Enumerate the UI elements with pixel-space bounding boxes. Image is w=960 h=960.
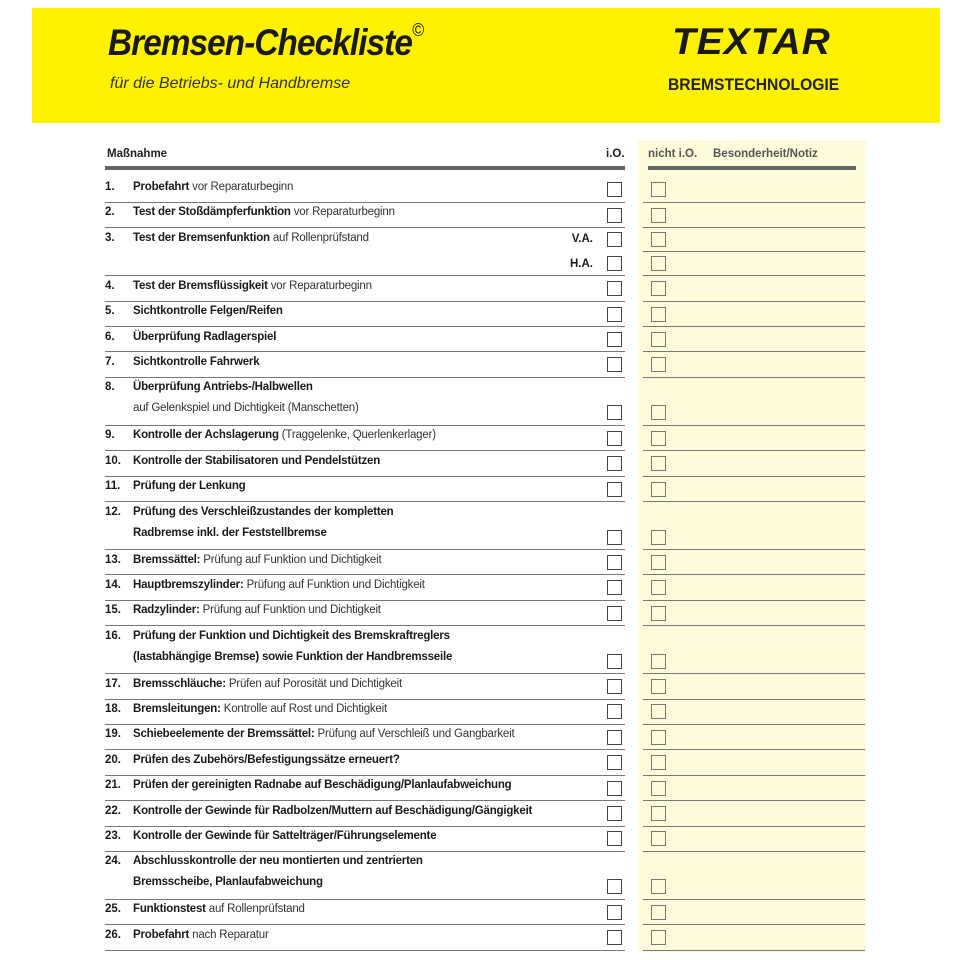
item-number: 1. <box>105 181 115 193</box>
ok-checkbox[interactable] <box>607 679 622 694</box>
item-normal-text: Prüfung auf Funktion und Dichtigkeit <box>200 553 382 566</box>
item-number: 4. <box>105 279 115 292</box>
item-normal-text: Prüfung auf Verschleiß und Gangbarkeit <box>314 728 515 741</box>
ok-checkbox[interactable] <box>607 431 622 446</box>
column-header-note: Besonderheit/Notiz <box>713 148 818 160</box>
column-header-measure: Maßnahme <box>107 148 168 160</box>
checklist-item <box>105 599 865 624</box>
checklist-item <box>105 549 865 574</box>
not-ok-checkbox[interactable] <box>651 431 666 446</box>
checklist-item <box>105 326 865 351</box>
ok-checkbox[interactable] <box>607 405 622 420</box>
item-number: 7. <box>105 355 115 368</box>
ok-checkbox[interactable] <box>607 831 622 846</box>
ok-checkbox[interactable] <box>607 332 622 347</box>
copyright-mark: © <box>411 20 424 40</box>
item-text <box>133 805 532 817</box>
item-number: 19. <box>105 728 121 741</box>
not-ok-checkbox[interactable] <box>651 730 666 745</box>
checklist-item <box>105 351 865 376</box>
item-text <box>133 929 269 941</box>
item-normal-text: nach Reparatur <box>189 928 269 941</box>
checklist-item <box>105 698 865 723</box>
not-ok-checkbox[interactable] <box>651 930 666 945</box>
checklist-item <box>105 625 865 673</box>
checklist-item <box>105 275 865 300</box>
item-number: 20. <box>105 753 121 766</box>
item-text <box>133 331 276 343</box>
item-text-line2: Radbremse inkl. der Feststellbremse <box>133 526 327 539</box>
checklist-item <box>105 450 865 475</box>
ok-checkbox[interactable] <box>607 307 622 322</box>
item-bold-text: Bremsschläuche: <box>133 677 226 690</box>
item-text <box>133 604 381 616</box>
checklist-item <box>105 825 865 850</box>
item-number: 16. <box>105 629 121 642</box>
item-number: 26. <box>105 928 121 941</box>
checklist-item <box>105 850 865 898</box>
item-bold-text: Radzylinder: <box>133 604 200 617</box>
not-ok-checkbox[interactable] <box>651 781 666 796</box>
not-ok-checkbox[interactable] <box>651 704 666 719</box>
ok-checkbox[interactable] <box>607 555 622 570</box>
item-text <box>133 855 423 867</box>
item-text <box>133 830 436 842</box>
item-bold-text: Sichtkontrolle Felgen/Reifen <box>133 305 283 318</box>
checklist-item <box>105 201 865 226</box>
item-text <box>133 728 514 740</box>
item-bold-text: Kontrolle der Stabilisatoren und Pendelstützen <box>133 454 381 467</box>
item-number: 6. <box>105 330 115 343</box>
checklist-item <box>105 176 865 201</box>
not-ok-checkbox[interactable] <box>651 806 666 821</box>
item-text <box>133 480 245 492</box>
checklist-item <box>105 924 865 949</box>
not-ok-checkbox[interactable] <box>651 606 666 621</box>
item-number: 3. <box>105 231 115 244</box>
ok-checkbox[interactable] <box>607 182 622 197</box>
column-header-not-ok: nicht i.O. <box>648 148 698 160</box>
checklist-item <box>105 673 865 698</box>
checklist-item <box>105 774 865 799</box>
item-text <box>133 455 380 467</box>
not-ok-checkbox[interactable] <box>651 332 666 347</box>
item-normal-text: (Traggelenke, Querlenkerlager) <box>278 429 436 442</box>
column-header-ok: i.O. <box>606 148 625 160</box>
ok-checkbox[interactable] <box>607 606 622 621</box>
item-bold-text: Prüfung der Lenkung <box>133 480 246 493</box>
item-text <box>133 206 395 218</box>
not-ok-checkbox[interactable] <box>651 232 666 247</box>
ok-checkbox[interactable] <box>607 580 622 595</box>
title-text: Bremsen-Checkliste <box>108 22 412 63</box>
item-normal-text: auf Rollenprüfstand <box>269 231 369 244</box>
checklist <box>105 176 865 949</box>
not-ok-checkbox[interactable] <box>651 405 666 420</box>
item-text-line2: auf Gelenkspiel und Dichtigkeit (Manschetten) <box>133 402 359 415</box>
item-normal-text: Prüfung auf Funktion und Dichtigkeit <box>243 578 425 591</box>
checklist-item <box>105 723 865 748</box>
not-ok-checkbox[interactable] <box>651 555 666 570</box>
ok-checkbox[interactable] <box>607 530 622 545</box>
ok-checkbox[interactable] <box>607 654 622 669</box>
item-bold-text: Sichtkontrolle Fahrwerk <box>133 355 260 368</box>
not-ok-checkbox[interactable] <box>651 357 666 372</box>
ok-checkbox[interactable] <box>607 256 622 271</box>
page-title <box>108 22 423 64</box>
item-text <box>133 579 425 591</box>
checklist-item <box>105 475 865 500</box>
not-ok-checkbox[interactable] <box>651 307 666 322</box>
item-text <box>133 181 293 193</box>
item-number: 17. <box>105 677 121 690</box>
item-number: 9. <box>105 429 115 442</box>
item-number: 8. <box>105 381 115 394</box>
item-bold-text: Bremsleitungen: <box>133 703 221 716</box>
item-normal-text: vor Reparaturbeginn <box>189 181 294 193</box>
ok-checkbox[interactable] <box>607 456 622 471</box>
item-text <box>133 381 313 393</box>
checklist-item <box>105 227 865 275</box>
item-normal-text: vor Reparaturbeginn <box>267 279 372 292</box>
item-number: 23. <box>105 830 121 843</box>
item-bold-text: Probefahrt <box>133 928 190 941</box>
ok-checkbox[interactable] <box>607 879 622 894</box>
header-banner <box>32 8 940 123</box>
brand-tagline: BREMSTECHNOLOGIE <box>668 75 840 94</box>
ok-checkbox[interactable] <box>607 755 622 770</box>
page-subtitle: für die Betriebs- und Handbremse <box>110 75 351 92</box>
item-number: 14. <box>105 578 121 591</box>
item-text <box>133 678 402 690</box>
not-ok-checkbox[interactable] <box>651 208 666 223</box>
item-number: 12. <box>105 505 121 518</box>
not-ok-checkbox[interactable] <box>651 831 666 846</box>
ok-checkbox[interactable] <box>607 806 622 821</box>
checklist-item <box>105 501 865 549</box>
not-ok-checkbox[interactable] <box>651 679 666 694</box>
item-bold-text: Prüfung der Funktion und Dichtigkeit des Bremskraftreglers <box>133 629 450 642</box>
item-bold-text: Prüfen der gereinigten Radnabe auf Beschädigung/Planlaufabweichung <box>133 779 512 792</box>
not-ok-checkbox[interactable] <box>651 182 666 197</box>
item-number: 25. <box>105 903 121 916</box>
note-line[interactable] <box>643 950 865 951</box>
ok-checkbox[interactable] <box>607 781 622 796</box>
item-bold-text: Kontrolle der Gewinde für Sattelträger/Führungselemente <box>133 830 437 843</box>
checklist-item <box>105 300 865 325</box>
item-text <box>133 703 387 715</box>
item-number: 10. <box>105 454 121 467</box>
item-bold-text: Hauptbremszylinder: <box>133 578 244 591</box>
item-text <box>133 280 372 292</box>
item-bold-text: Schiebeelemente der Bremssättel: <box>133 728 315 741</box>
item-normal-text: Prüfung auf Funktion und Dichtigkeit <box>199 604 381 617</box>
ok-checkbox[interactable] <box>607 208 622 223</box>
item-text-line2: (lastabhängige Bremse) sowie Funktion der Handbremsseile <box>133 650 453 663</box>
item-text <box>133 779 512 791</box>
item-number: 11. <box>105 480 121 493</box>
checklist-item <box>105 574 865 599</box>
item-text <box>133 232 369 244</box>
header-divider <box>105 166 625 170</box>
not-ok-checkbox[interactable] <box>651 482 666 497</box>
item-bold-text: Überprüfung Radlagerspiel <box>133 330 277 343</box>
front-axle-label: V.A. <box>571 232 593 245</box>
not-ok-checkbox[interactable] <box>651 580 666 595</box>
item-number: 2. <box>105 206 115 219</box>
ok-checkbox[interactable] <box>607 704 622 719</box>
item-number: 5. <box>105 305 115 318</box>
item-text <box>133 506 393 518</box>
note-line[interactable] <box>643 251 865 252</box>
ok-checkbox[interactable] <box>607 482 622 497</box>
ok-checkbox[interactable] <box>607 905 622 920</box>
item-text <box>133 554 381 566</box>
item-bold-text: Test der Bremsflüssigkeit <box>133 279 268 292</box>
checklist-item <box>105 898 865 923</box>
item-bold-text: Test der Bremsenfunktion <box>133 231 270 244</box>
item-number: 24. <box>105 855 121 868</box>
item-normal-text: Prüfen auf Porosität und Dichtigkeit <box>225 677 402 690</box>
item-text <box>133 356 259 368</box>
item-number: 13. <box>105 553 121 566</box>
checklist-item <box>105 800 865 825</box>
item-text <box>133 305 283 317</box>
not-ok-checkbox[interactable] <box>651 755 666 770</box>
item-text <box>133 429 436 441</box>
item-number: 21. <box>105 779 121 792</box>
item-bold-text: Abschlusskontrolle der neu montierten und zentrierten <box>133 855 423 868</box>
ok-checkbox[interactable] <box>607 930 622 945</box>
item-text <box>133 754 400 766</box>
item-text <box>133 630 450 642</box>
not-ok-checkbox[interactable] <box>651 256 666 271</box>
ok-checkbox[interactable] <box>607 232 622 247</box>
item-bold-text: Prüfung des Verschleißzustandes der kompletten <box>133 505 394 518</box>
item-text-line2: Bremsscheibe, Planlaufabweichung <box>133 876 323 889</box>
not-ok-checkbox[interactable] <box>651 530 666 545</box>
item-bold-text: Kontrolle der Gewinde für Radbolzen/Muttern auf Beschädigung/Gängigkeit <box>133 804 533 817</box>
ok-checkbox[interactable] <box>607 281 622 296</box>
not-ok-checkbox[interactable] <box>651 456 666 471</box>
ok-checkbox[interactable] <box>607 730 622 745</box>
item-normal-text: auf Rollenprüfstand <box>205 903 305 916</box>
item-bold-text: Bremssättel: <box>133 553 201 566</box>
item-bold-text: Prüfen des Zubehörs/Befestigungssätze erneuert? <box>133 753 400 766</box>
item-bold-text: Test der Stoßdämpferfunktion <box>133 206 291 219</box>
item-text <box>133 903 305 915</box>
checklist-item <box>105 376 865 424</box>
item-number: 15. <box>105 604 121 617</box>
checklist-item <box>105 424 865 449</box>
item-number: 22. <box>105 804 121 817</box>
rear-axle-label: H.A. <box>570 257 593 270</box>
item-bold-text: Kontrolle der Achslagerung <box>133 429 279 442</box>
not-ok-checkbox[interactable] <box>651 905 666 920</box>
item-normal-text: vor Reparaturbeginn <box>290 206 395 219</box>
item-bold-text: Funktionstest <box>133 903 206 916</box>
not-ok-checkbox[interactable] <box>651 879 666 894</box>
not-ok-checkbox[interactable] <box>651 281 666 296</box>
item-bold-text: Überprüfung Antriebs-/Halbwellen <box>133 381 313 394</box>
ok-checkbox[interactable] <box>607 357 622 372</box>
header-divider-notes <box>648 166 856 170</box>
item-normal-text: Kontrolle auf Rost und Dichtigkeit <box>220 703 387 716</box>
checklist-item <box>105 749 865 774</box>
not-ok-checkbox[interactable] <box>651 654 666 669</box>
item-number: 18. <box>105 703 121 716</box>
item-bold-text: Probefahrt <box>133 181 190 193</box>
brand-logo: TEXTAR <box>672 21 831 62</box>
